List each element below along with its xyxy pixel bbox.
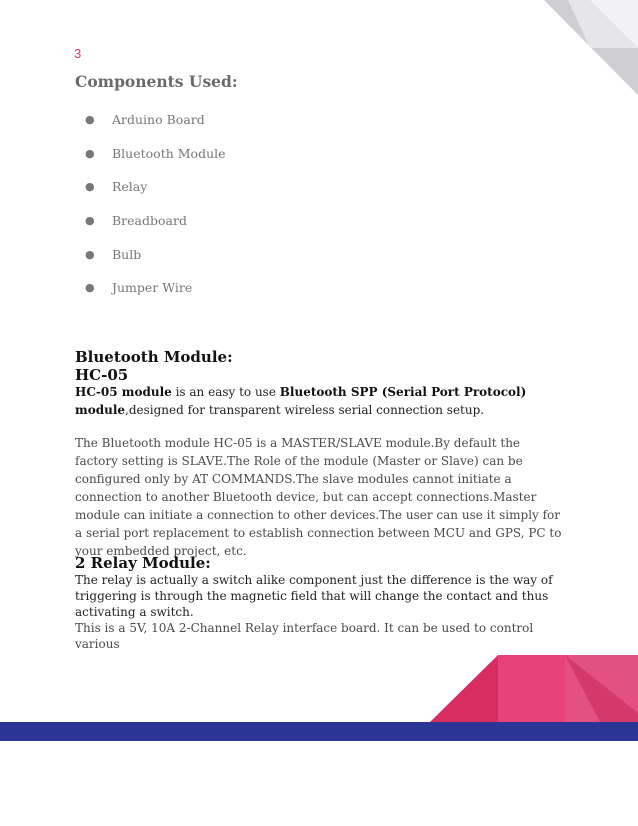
list-item: ● Breadboard <box>85 213 187 229</box>
relay-description: The relay is actually a switch alike component just the difference is the way of triggering is through the magnetic field that will change the contact and thus activating a switch. <box>75 573 553 619</box>
bullet-icon: ● <box>85 180 95 194</box>
bluetooth-body: The Bluetooth module HC-05 is a MASTER/SLAVE module.By default the factory setting is SLAVE.The Role of the module (Master or Slave) can be configured only by AT COMMANDS.The slave modules cannot initiate a connection to another Bluetooth device, but can accept connections.Master module can initiate a connection to other devices.The user can use it simply for a serial port replacement to establish connection between MCU and GPS, PC to your embedded project, etc. <box>75 436 562 558</box>
list-item: ● Bluetooth Module <box>85 145 226 161</box>
list-item: ● Relay <box>85 179 148 195</box>
relay-heading: 2 Relay Module: <box>75 554 211 572</box>
relay-section <box>75 554 565 652</box>
relay-body: This is a 5V, 10A 2-Channel Relay interface board. It can be used to control various <box>75 621 534 651</box>
bluetooth-section <box>75 348 565 561</box>
bullet-icon: ● <box>85 214 95 228</box>
bluetooth-intro: HC-05 module is an easy to use Bluetooth SPP (Serial Port Protocol) module,designed for transparent wireless serial connection setup. <box>75 385 527 417</box>
corner-decoration <box>518 0 638 95</box>
bottom-banner-decoration <box>0 655 638 745</box>
bullet-icon: ● <box>85 247 95 261</box>
components-list <box>85 111 226 313</box>
bluetooth-subheading: HC-05 <box>75 366 129 384</box>
components-heading: Components Used: <box>75 72 238 91</box>
list-item: ● Jumper Wire <box>85 280 193 296</box>
bluetooth-heading: Bluetooth Module: <box>75 348 233 366</box>
bullet-icon: ● <box>85 146 95 160</box>
bullet-icon: ● <box>85 113 95 126</box>
page-number: 3 <box>74 46 82 61</box>
list-item: ● Arduino Board <box>85 112 205 127</box>
list-item: ● Bulb <box>85 246 142 262</box>
bullet-icon: ● <box>85 281 95 295</box>
